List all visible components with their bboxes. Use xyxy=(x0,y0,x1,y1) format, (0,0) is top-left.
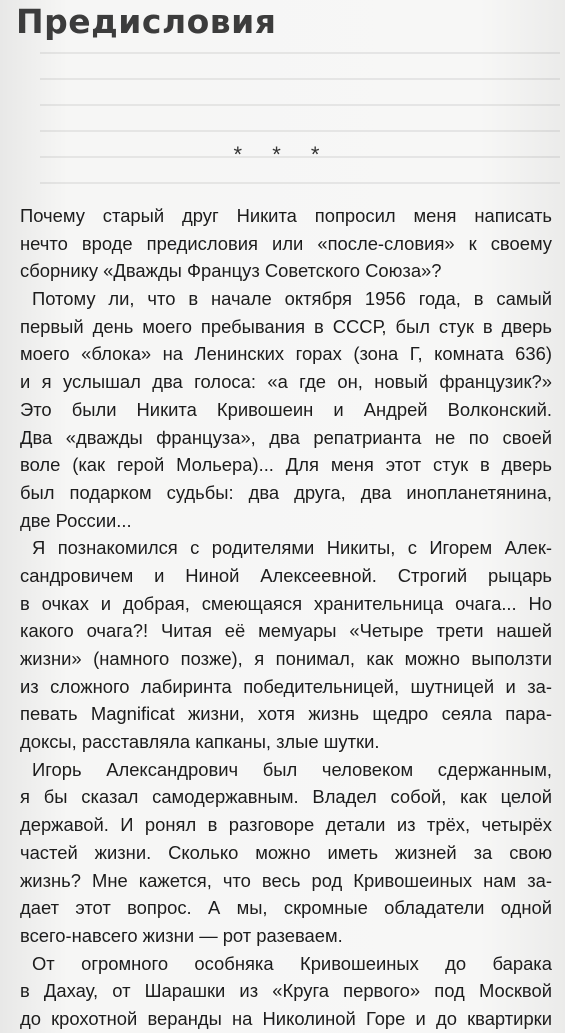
text-line: Потому ли, что в начале октября 1956 года, в самый xyxy=(32,288,552,310)
text-line: певать Magnificat жизни, хотя жизнь щедро сеяла пара- xyxy=(20,703,552,725)
text-line: в очках и добрая, смеющаяся хранительница очага... Но xyxy=(20,592,552,614)
text-line: сборнику «Дважды Француз Советского Союза»? xyxy=(20,260,442,282)
text-line: От огромного особняка Кривошеиных до барака xyxy=(32,952,552,974)
text-line: державой. И ронял в разговоре детали из трёх, четырёх xyxy=(20,814,552,836)
text-line: жизни» (намного позже), я понимал, как можно выползти xyxy=(20,648,552,669)
text-line: жизнь? Мне кажется, что весь род Кривошеиных нам за- xyxy=(20,869,552,891)
text-line: частей жизни. Сколько можно иметь жизней за свою xyxy=(20,841,552,863)
text-line: Два «дважды француза», два репатрианта не по своей xyxy=(20,426,552,448)
text-line: в Дахау, от Шарашки из «Круга первого» под Москвой xyxy=(20,980,552,1002)
show-through-texture xyxy=(40,52,560,212)
section-separator: * * * xyxy=(233,142,332,167)
body-text xyxy=(20,202,552,1033)
text-line: всего-навсего жизни — рот разеваем. xyxy=(20,924,343,946)
text-line: Это были Никита Кривошеин и Андрей Волконский. xyxy=(20,398,552,420)
text-line: и я услышал два голоса: «а где он, новый французик?» xyxy=(20,371,552,393)
text-line: был подарком судьбы: два друга, два инопланетянина, xyxy=(20,481,552,503)
text-line: из сложного лабиринта победительницей, шутницей и за- xyxy=(20,675,552,697)
text-line: моего «блока» на Ленинских горах (зона Г, комната 636) xyxy=(20,343,552,365)
text-line: Игорь Александрович был человеком сдержанным, xyxy=(32,758,552,780)
page-heading: Предисловия xyxy=(16,2,277,41)
text-line: до крохотной веранды на Николиной Горе и до квартирки xyxy=(20,1007,552,1029)
text-line: какого очага?! Читая её мемуары «Четыре трети нашей xyxy=(20,620,552,642)
text-line: сандровичем и Ниной Алексеевной. Строгий рыцарь xyxy=(20,564,552,586)
text-line: две России... xyxy=(20,509,132,531)
text-line: я бы сказал самодержавным. Владел собой, как целой xyxy=(20,786,552,808)
text-line: воле (как герой Мольера)... Для меня этот стук в дверь xyxy=(20,454,552,476)
text-line: нечто вроде предисловия или «после-словия» к своему xyxy=(20,232,552,254)
text-line: доксы, расставляла капканы, злые шутки. xyxy=(20,731,380,753)
text-line: первый день моего пребывания в СССР, был стук в дверь xyxy=(20,315,552,337)
text-line: Почему старый друг Никита попросил меня написать xyxy=(20,205,552,226)
text-line: Я познакомился с родителями Никиты, с Игорем Алек- xyxy=(32,537,552,559)
text-line: дает этот вопрос. А мы, скромные обладатели одной xyxy=(20,897,552,919)
